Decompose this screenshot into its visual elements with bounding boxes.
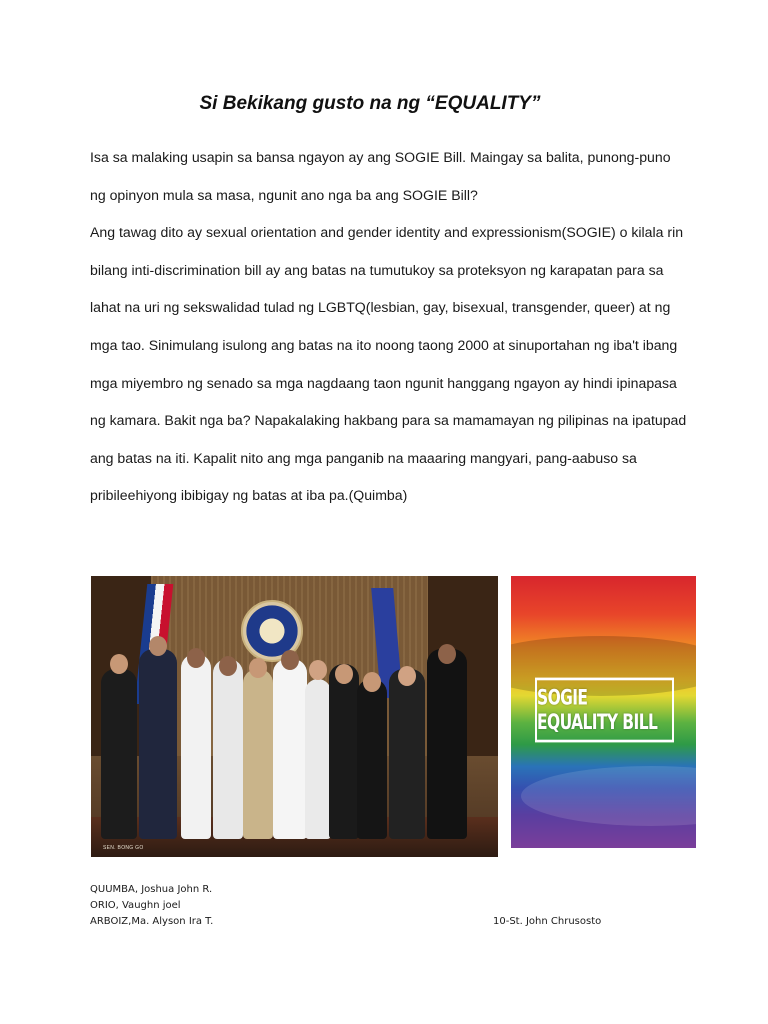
- author-name: ORIO, Vaughn joel: [90, 900, 181, 911]
- person-head: [281, 650, 299, 670]
- page-title: Si Bekikang gusto na ng “EQUALITY”: [199, 93, 541, 114]
- person: [273, 659, 307, 839]
- person: [213, 659, 243, 839]
- person-head: [149, 636, 167, 656]
- group-photo: [91, 576, 498, 857]
- person: [329, 664, 359, 839]
- person-head: [110, 654, 128, 674]
- person: [389, 669, 425, 839]
- flag-caption: SOGIE EQUALITY BILL: [535, 678, 674, 743]
- person: [357, 679, 387, 839]
- person: [243, 669, 273, 839]
- person-head: [363, 672, 381, 692]
- person-head: [309, 660, 327, 680]
- person-head: [335, 664, 353, 684]
- person-head: [438, 644, 456, 664]
- person: [139, 649, 177, 839]
- section-label: 10-St. John Chrusosto: [493, 916, 602, 927]
- person-head: [249, 658, 267, 678]
- author-credits: [90, 882, 213, 930]
- person-head: [187, 648, 205, 668]
- rainbow-flag-image: [511, 576, 696, 848]
- paragraph: Isa sa malaking usapin sa bansa ngayon ay ang SOGIE Bill. Maingay sa balita, punong-puno ng opinyon mula sa masa, ngunit ano nga ba ang SOGIE Bill?: [90, 149, 671, 203]
- person-head: [398, 666, 416, 686]
- photo-watermark: SEN. BONG GO: [103, 845, 144, 851]
- author-name: ARBOIZ,Ma. Alyson Ira T.: [90, 916, 214, 927]
- person: [101, 669, 137, 839]
- author-name: QUUMBA, Joshua John R.: [90, 884, 213, 895]
- person: [427, 649, 467, 839]
- person-head: [219, 656, 237, 676]
- paragraph: Ang tawag dito ay sexual orientation and gender identity and expressionism(SOGIE) o kilala rin bilang inti-discrimination bill ay ang batas na tumutukoy sa proteksyon ng karapatan para sa lahat na uri ng sekswalidad tulad ng LGBTQ(lesbian, gay, bisexual, transgender, queer) at ng mga tao. Sinimulang isulong ang batas na ito noong taong 2000 at sinuportahan ng iba't ibang mga miyembro ng senado sa mga nagdaang taon ngunit hanggang ngayon ay hindi ipinapasa ng kamara. Bakit nga ba? Napakalaking hakbang para sa mamamayan ng pilipinas na ipatupad ang batas na iti. Kapalit nito ang mga panganib na maaaring mangyari, pang-aabuso sa pribileehiyong ibibigay ng batas at iba pa.(Quimba): [90, 224, 687, 504]
- person: [305, 679, 331, 839]
- flag-fold-highlight: [521, 766, 696, 826]
- article-body: [90, 139, 690, 515]
- person: [181, 654, 211, 839]
